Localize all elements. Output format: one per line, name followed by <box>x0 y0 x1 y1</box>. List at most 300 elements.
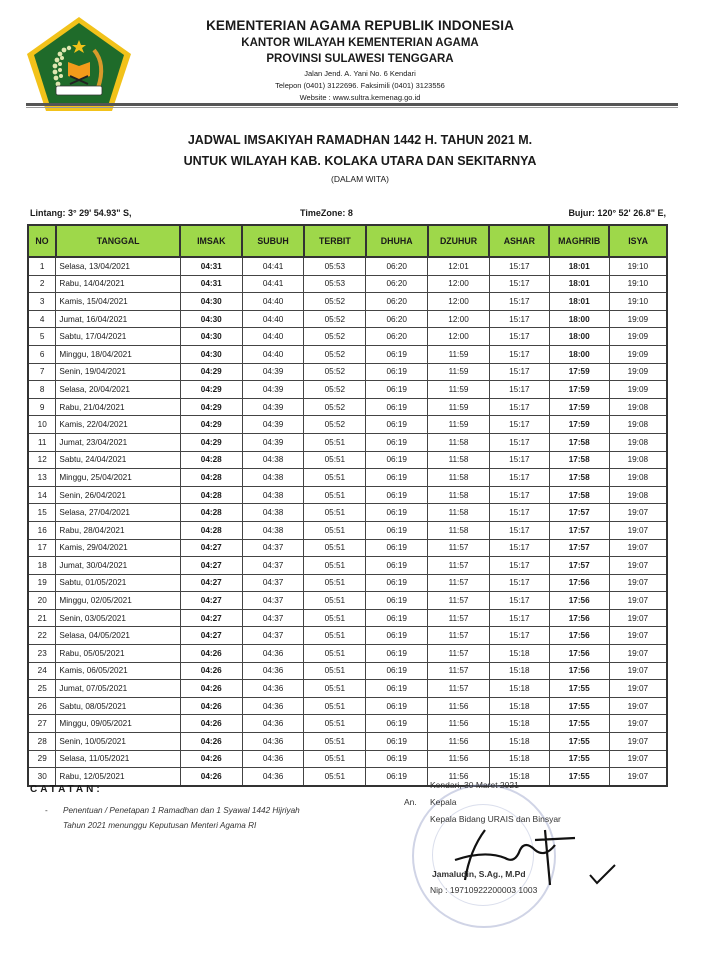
cell-ashar: 15:17 <box>489 398 549 416</box>
kemenag-logo-icon <box>24 14 134 114</box>
schedule-title: JADWAL IMSAKIYAH RAMADHAN 1442 H. TAHUN 2021 M. <box>187 133 533 147</box>
cell-maghrib: 17:57 <box>549 539 609 557</box>
cell-isya: 19:07 <box>609 539 667 557</box>
cell-dzuhur: 12:00 <box>428 328 490 346</box>
handwritten-signature-icon <box>425 820 625 890</box>
cell-dhuha: 06:19 <box>366 680 428 698</box>
table-row <box>28 345 667 363</box>
cell-tanggal: Sabtu, 17/04/2021 <box>56 328 180 346</box>
cell-subuh: 04:36 <box>242 768 304 786</box>
cell-dhuha: 06:19 <box>366 750 428 768</box>
cell-ashar: 15:17 <box>489 557 549 575</box>
cell-terbit: 05:51 <box>304 521 366 539</box>
cell-dzuhur: 11:57 <box>428 592 490 610</box>
cell-terbit: 05:51 <box>304 451 366 469</box>
cell-dhuha: 06:19 <box>366 557 428 575</box>
cell-terbit: 05:53 <box>304 257 366 275</box>
column-header-subuh: SUBUH <box>242 225 304 257</box>
cell-subuh: 04:40 <box>242 293 304 311</box>
column-header-maghrib: MAGHRIB <box>549 225 609 257</box>
cell-dhuha: 06:19 <box>366 645 428 663</box>
cell-isya: 19:08 <box>609 433 667 451</box>
cell-isya: 19:08 <box>609 469 667 487</box>
cell-imsak: 04:27 <box>180 627 242 645</box>
cell-subuh: 04:39 <box>242 363 304 381</box>
cell-isya: 19:09 <box>609 381 667 399</box>
cell-tanggal: Selasa, 13/04/2021 <box>56 257 180 275</box>
on-behalf-label: An. <box>404 797 417 807</box>
cell-isya: 19:07 <box>609 715 667 733</box>
table-row <box>28 645 667 663</box>
cell-subuh: 04:36 <box>242 662 304 680</box>
cell-no: 16 <box>28 521 56 539</box>
cell-no: 11 <box>28 433 56 451</box>
cell-maghrib: 17:55 <box>549 750 609 768</box>
cell-tanggal: Kamis, 06/05/2021 <box>56 662 180 680</box>
table-row <box>28 257 667 275</box>
cell-no: 26 <box>28 697 56 715</box>
cell-tanggal: Senin, 26/04/2021 <box>56 486 180 504</box>
cell-dhuha: 06:19 <box>366 416 428 434</box>
cell-dzuhur: 11:56 <box>428 733 490 751</box>
column-header-no: NO <box>28 225 56 257</box>
cell-terbit: 05:51 <box>304 662 366 680</box>
cell-isya: 19:07 <box>609 504 667 522</box>
table-row <box>28 574 667 592</box>
cell-terbit: 05:51 <box>304 609 366 627</box>
cell-dzuhur: 12:00 <box>428 310 490 328</box>
cell-ashar: 15:17 <box>489 504 549 522</box>
cell-ashar: 15:18 <box>489 680 549 698</box>
cell-ashar: 15:17 <box>489 416 549 434</box>
cell-no: 8 <box>28 381 56 399</box>
cell-tanggal: Sabtu, 01/05/2021 <box>56 574 180 592</box>
cell-no: 12 <box>28 451 56 469</box>
cell-dhuha: 06:19 <box>366 592 428 610</box>
cell-isya: 19:07 <box>609 697 667 715</box>
column-header-imsak: IMSAK <box>180 225 242 257</box>
cell-terbit: 05:51 <box>304 539 366 557</box>
cell-isya: 19:07 <box>609 521 667 539</box>
letterhead <box>140 18 580 105</box>
cell-ashar: 15:17 <box>489 539 549 557</box>
table-row <box>28 627 667 645</box>
cell-no: 3 <box>28 293 56 311</box>
cell-no: 20 <box>28 592 56 610</box>
ministry-name: KEMENTERIAN AGAMA REPUBLIK INDONESIA <box>206 18 514 33</box>
table-row <box>28 293 667 311</box>
cell-ashar: 15:17 <box>489 328 549 346</box>
cell-no: 1 <box>28 257 56 275</box>
cell-maghrib: 17:55 <box>549 715 609 733</box>
cell-subuh: 04:40 <box>242 345 304 363</box>
place-date: Kendari, 30 Maret 2021 <box>430 780 519 790</box>
cell-dzuhur: 11:57 <box>428 539 490 557</box>
province-name: PROVINSI SULAWESI TENGGARA <box>266 53 454 65</box>
cell-subuh: 04:38 <box>242 486 304 504</box>
cell-imsak: 04:26 <box>180 768 242 786</box>
cell-dzuhur: 11:56 <box>428 697 490 715</box>
cell-tanggal: Rabu, 14/04/2021 <box>56 275 180 293</box>
cell-ashar: 15:18 <box>489 768 549 786</box>
cell-isya: 19:09 <box>609 328 667 346</box>
cell-tanggal: Kamis, 29/04/2021 <box>56 539 180 557</box>
column-header-terbit: TERBIT <box>304 225 366 257</box>
cell-dzuhur: 12:00 <box>428 293 490 311</box>
table-row <box>28 433 667 451</box>
cell-subuh: 04:37 <box>242 609 304 627</box>
cell-maghrib: 17:55 <box>549 680 609 698</box>
cell-tanggal: Rabu, 21/04/2021 <box>56 398 180 416</box>
cell-ashar: 15:17 <box>489 486 549 504</box>
cell-tanggal: Senin, 10/05/2021 <box>56 733 180 751</box>
cell-maghrib: 17:59 <box>549 381 609 399</box>
cell-dhuha: 06:19 <box>366 627 428 645</box>
cell-dhuha: 06:19 <box>366 345 428 363</box>
cell-dzuhur: 11:58 <box>428 504 490 522</box>
table-row <box>28 715 667 733</box>
cell-maghrib: 17:58 <box>549 469 609 487</box>
cell-imsak: 04:30 <box>180 345 242 363</box>
cell-dhuha: 06:19 <box>366 363 428 381</box>
cell-tanggal: Selasa, 27/04/2021 <box>56 504 180 522</box>
cell-no: 27 <box>28 715 56 733</box>
cell-ashar: 15:17 <box>489 275 549 293</box>
table-header-row <box>28 225 667 257</box>
cell-maghrib: 18:00 <box>549 310 609 328</box>
cell-tanggal: Rabu, 28/04/2021 <box>56 521 180 539</box>
cell-tanggal: Minggu, 18/04/2021 <box>56 345 180 363</box>
cell-imsak: 04:30 <box>180 310 242 328</box>
cell-dhuha: 06:19 <box>366 733 428 751</box>
cell-isya: 19:09 <box>609 363 667 381</box>
cell-no: 7 <box>28 363 56 381</box>
cell-imsak: 04:30 <box>180 328 242 346</box>
cell-no: 10 <box>28 416 56 434</box>
column-header-ashar: ASHAR <box>489 225 549 257</box>
latitude: Lintang: 3° 29' 54.93" S, <box>30 208 132 218</box>
cell-terbit: 05:52 <box>304 310 366 328</box>
cell-maghrib: 17:57 <box>549 521 609 539</box>
cell-no: 25 <box>28 680 56 698</box>
cell-imsak: 04:29 <box>180 363 242 381</box>
cell-subuh: 04:39 <box>242 416 304 434</box>
cell-terbit: 05:52 <box>304 363 366 381</box>
cell-terbit: 05:52 <box>304 416 366 434</box>
cell-dhuha: 06:19 <box>366 504 428 522</box>
cell-imsak: 04:29 <box>180 416 242 434</box>
cell-imsak: 04:28 <box>180 469 242 487</box>
notes-text: Penentuan / Penetapan 1 Ramadhan dan 1 Syawal 1442 Hijriyah Tahun 2021 menunggu Keputusan Menteri Agama RI <box>63 806 300 830</box>
cell-subuh: 04:38 <box>242 521 304 539</box>
cell-dzuhur: 11:57 <box>428 645 490 663</box>
column-header-isya: ISYA <box>609 225 667 257</box>
table-row <box>28 275 667 293</box>
cell-dzuhur: 11:57 <box>428 609 490 627</box>
cell-ashar: 15:17 <box>489 521 549 539</box>
prayer-schedule-table <box>27 224 668 787</box>
cell-tanggal: Rabu, 12/05/2021 <box>56 768 180 786</box>
cell-terbit: 05:51 <box>304 697 366 715</box>
cell-subuh: 04:38 <box>242 451 304 469</box>
cell-tanggal: Minggu, 02/05/2021 <box>56 592 180 610</box>
cell-subuh: 04:36 <box>242 750 304 768</box>
cell-imsak: 04:26 <box>180 733 242 751</box>
cell-dhuha: 06:19 <box>366 715 428 733</box>
cell-subuh: 04:41 <box>242 275 304 293</box>
table-row <box>28 363 667 381</box>
cell-maghrib: 17:55 <box>549 733 609 751</box>
cell-imsak: 04:26 <box>180 645 242 663</box>
cell-dhuha: 06:19 <box>366 398 428 416</box>
cell-subuh: 04:36 <box>242 697 304 715</box>
cell-dhuha: 06:19 <box>366 521 428 539</box>
cell-dzuhur: 11:56 <box>428 715 490 733</box>
cell-imsak: 04:28 <box>180 486 242 504</box>
cell-ashar: 15:18 <box>489 645 549 663</box>
cell-ashar: 15:18 <box>489 697 549 715</box>
table-row <box>28 486 667 504</box>
cell-ashar: 15:17 <box>489 592 549 610</box>
cell-dhuha: 06:20 <box>366 293 428 311</box>
table-row <box>28 504 667 522</box>
cell-maghrib: 17:58 <box>549 433 609 451</box>
cell-dzuhur: 11:58 <box>428 469 490 487</box>
cell-dzuhur: 11:57 <box>428 627 490 645</box>
cell-tanggal: Selasa, 20/04/2021 <box>56 381 180 399</box>
cell-isya: 19:10 <box>609 257 667 275</box>
cell-imsak: 04:31 <box>180 257 242 275</box>
table-row <box>28 539 667 557</box>
schedule-timezone-note: (DALAM WITA) <box>331 174 389 184</box>
cell-imsak: 04:28 <box>180 451 242 469</box>
cell-maghrib: 18:01 <box>549 293 609 311</box>
table-row <box>28 328 667 346</box>
cell-dhuha: 06:19 <box>366 381 428 399</box>
cell-no: 29 <box>28 750 56 768</box>
cell-subuh: 04:39 <box>242 398 304 416</box>
cell-ashar: 15:17 <box>489 363 549 381</box>
cell-isya: 19:07 <box>609 768 667 786</box>
cell-imsak: 04:26 <box>180 715 242 733</box>
cell-subuh: 04:38 <box>242 469 304 487</box>
cell-imsak: 04:27 <box>180 574 242 592</box>
cell-imsak: 04:29 <box>180 433 242 451</box>
cell-tanggal: Rabu, 05/05/2021 <box>56 645 180 663</box>
cell-terbit: 05:52 <box>304 381 366 399</box>
cell-maghrib: 17:55 <box>549 697 609 715</box>
cell-imsak: 04:28 <box>180 504 242 522</box>
cell-subuh: 04:36 <box>242 733 304 751</box>
cell-dzuhur: 11:57 <box>428 680 490 698</box>
cell-isya: 19:10 <box>609 293 667 311</box>
longitude: Bujur: 120° 52' 26.8" E, <box>568 208 666 218</box>
cell-no: 21 <box>28 609 56 627</box>
cell-maghrib: 17:56 <box>549 592 609 610</box>
table-row <box>28 662 667 680</box>
cell-maghrib: 17:56 <box>549 645 609 663</box>
table-row <box>28 697 667 715</box>
cell-terbit: 05:51 <box>304 574 366 592</box>
cell-no: 15 <box>28 504 56 522</box>
cell-dzuhur: 11:56 <box>428 750 490 768</box>
cell-imsak: 04:26 <box>180 680 242 698</box>
address: Jalan Jend. A. Yani No. 6 Kendari <box>304 69 416 78</box>
notes-bullet: - <box>45 806 48 815</box>
cell-tanggal: Selasa, 04/05/2021 <box>56 627 180 645</box>
cell-no: 19 <box>28 574 56 592</box>
cell-dzuhur: 11:59 <box>428 345 490 363</box>
cell-ashar: 15:17 <box>489 627 549 645</box>
cell-tanggal: Jumat, 23/04/2021 <box>56 433 180 451</box>
website: Website : www.sultra.kemenag.go.id <box>299 93 421 102</box>
cell-ashar: 15:17 <box>489 609 549 627</box>
cell-ashar: 15:18 <box>489 662 549 680</box>
cell-dzuhur: 11:57 <box>428 557 490 575</box>
cell-terbit: 05:51 <box>304 750 366 768</box>
cell-isya: 19:08 <box>609 398 667 416</box>
cell-maghrib: 17:56 <box>549 662 609 680</box>
cell-isya: 19:07 <box>609 574 667 592</box>
cell-dhuha: 06:19 <box>366 451 428 469</box>
table-row <box>28 609 667 627</box>
cell-subuh: 04:39 <box>242 381 304 399</box>
cell-isya: 19:09 <box>609 310 667 328</box>
cell-isya: 19:07 <box>609 557 667 575</box>
office-name: KANTOR WILAYAH KEMENTERIAN AGAMA <box>241 37 479 49</box>
cell-maghrib: 17:57 <box>549 557 609 575</box>
table-row <box>28 768 667 786</box>
cell-terbit: 05:51 <box>304 645 366 663</box>
cell-no: 13 <box>28 469 56 487</box>
cell-isya: 19:07 <box>609 609 667 627</box>
cell-isya: 19:07 <box>609 627 667 645</box>
cell-dhuha: 06:19 <box>366 768 428 786</box>
cell-tanggal: Sabtu, 24/04/2021 <box>56 451 180 469</box>
cell-subuh: 04:40 <box>242 328 304 346</box>
cell-dhuha: 06:20 <box>366 257 428 275</box>
cell-dzuhur: 12:00 <box>428 275 490 293</box>
cell-terbit: 05:52 <box>304 345 366 363</box>
cell-tanggal: Sabtu, 08/05/2021 <box>56 697 180 715</box>
cell-ashar: 15:18 <box>489 715 549 733</box>
cell-ashar: 15:17 <box>489 469 549 487</box>
cell-no: 9 <box>28 398 56 416</box>
cell-ashar: 15:17 <box>489 345 549 363</box>
cell-dhuha: 06:19 <box>366 469 428 487</box>
cell-maghrib: 17:56 <box>549 627 609 645</box>
cell-terbit: 05:51 <box>304 733 366 751</box>
cell-subuh: 04:37 <box>242 627 304 645</box>
signer-role-head: Kepala <box>430 797 457 807</box>
cell-dzuhur: 11:58 <box>428 486 490 504</box>
cell-maghrib: 18:01 <box>549 275 609 293</box>
table-row <box>28 398 667 416</box>
cell-subuh: 04:37 <box>242 557 304 575</box>
cell-dzuhur: 11:58 <box>428 521 490 539</box>
cell-subuh: 04:37 <box>242 592 304 610</box>
cell-dhuha: 06:19 <box>366 609 428 627</box>
cell-terbit: 05:53 <box>304 275 366 293</box>
cell-dhuha: 06:20 <box>366 310 428 328</box>
cell-subuh: 04:40 <box>242 310 304 328</box>
cell-terbit: 05:52 <box>304 328 366 346</box>
cell-dhuha: 06:20 <box>366 328 428 346</box>
cell-ashar: 15:17 <box>489 433 549 451</box>
table-row <box>28 469 667 487</box>
cell-dzuhur: 12:01 <box>428 257 490 275</box>
cell-dhuha: 06:19 <box>366 433 428 451</box>
cell-dhuha: 06:19 <box>366 574 428 592</box>
cell-imsak: 04:27 <box>180 539 242 557</box>
cell-dzuhur: 11:59 <box>428 398 490 416</box>
cell-maghrib: 18:01 <box>549 257 609 275</box>
table-row <box>28 451 667 469</box>
cell-terbit: 05:51 <box>304 557 366 575</box>
phone-fax: Telepon (0401) 3122696. Faksimili (0401) 3123556 <box>275 81 445 90</box>
cell-subuh: 04:36 <box>242 680 304 698</box>
cell-tanggal: Jumat, 16/04/2021 <box>56 310 180 328</box>
cell-no: 14 <box>28 486 56 504</box>
cell-subuh: 04:39 <box>242 433 304 451</box>
cell-maghrib: 17:58 <box>549 486 609 504</box>
cell-imsak: 04:27 <box>180 592 242 610</box>
cell-ashar: 15:18 <box>489 750 549 768</box>
cell-dhuha: 06:19 <box>366 539 428 557</box>
cell-no: 28 <box>28 733 56 751</box>
column-header-dzuhur: DZUHUR <box>428 225 490 257</box>
cell-tanggal: Selasa, 11/05/2021 <box>56 750 180 768</box>
schedule-region: UNTUK WILAYAH KAB. KOLAKA UTARA DAN SEKITARNYA <box>183 154 537 168</box>
letterhead-divider-thin <box>26 107 678 108</box>
cell-maghrib: 18:00 <box>549 328 609 346</box>
cell-maghrib: 17:59 <box>549 398 609 416</box>
cell-dhuha: 06:20 <box>366 275 428 293</box>
cell-maghrib: 17:59 <box>549 363 609 381</box>
cell-imsak: 04:26 <box>180 750 242 768</box>
table-row <box>28 416 667 434</box>
cell-subuh: 04:41 <box>242 257 304 275</box>
cell-no: 22 <box>28 627 56 645</box>
cell-maghrib: 17:56 <box>549 609 609 627</box>
table-row <box>28 750 667 768</box>
cell-subuh: 04:36 <box>242 645 304 663</box>
cell-dzuhur: 11:57 <box>428 574 490 592</box>
cell-tanggal: Kamis, 22/04/2021 <box>56 416 180 434</box>
letterhead-divider <box>26 103 678 106</box>
cell-imsak: 04:27 <box>180 609 242 627</box>
cell-dzuhur: 11:59 <box>428 381 490 399</box>
cell-terbit: 05:51 <box>304 680 366 698</box>
cell-imsak: 04:29 <box>180 381 242 399</box>
cell-isya: 19:10 <box>609 275 667 293</box>
cell-maghrib: 17:57 <box>549 504 609 522</box>
timezone: TimeZone: 8 <box>300 208 353 218</box>
cell-isya: 19:09 <box>609 345 667 363</box>
cell-tanggal: Kamis, 15/04/2021 <box>56 293 180 311</box>
cell-tanggal: Minggu, 09/05/2021 <box>56 715 180 733</box>
table-row <box>28 680 667 698</box>
cell-terbit: 05:52 <box>304 293 366 311</box>
cell-ashar: 15:17 <box>489 293 549 311</box>
cell-no: 4 <box>28 310 56 328</box>
signer-nip: Nip : 19710922200003 1003 <box>430 885 538 895</box>
cell-maghrib: 17:58 <box>549 451 609 469</box>
notes-label: CATATAN: <box>30 784 103 795</box>
cell-imsak: 04:26 <box>180 697 242 715</box>
cell-isya: 19:08 <box>609 486 667 504</box>
cell-maghrib: 17:55 <box>549 768 609 786</box>
